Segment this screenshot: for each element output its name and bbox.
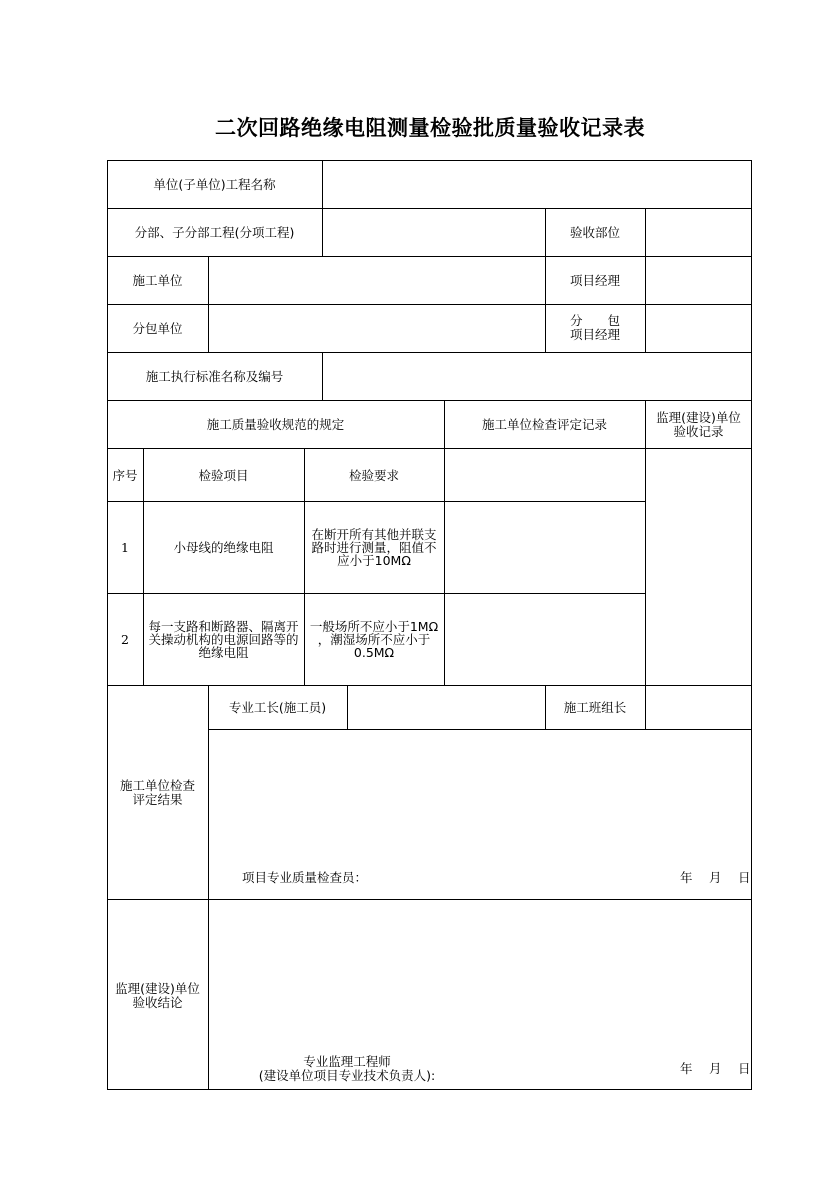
conclusion-date: 年 月 日 <box>680 1061 751 1076</box>
page-title: 二次回路绝缘电阻测量检验批质量验收记录表 <box>215 115 645 140</box>
grid-line <box>444 400 445 685</box>
grid-line <box>107 448 752 449</box>
row-item: 每一支路和断路器、隔离开 <box>148 619 299 634</box>
spec-label: 施工质量验收规范的规定 <box>206 417 345 432</box>
row-requirement: 在断开所有其他并联支 <box>311 527 437 542</box>
column-header-item: 检验项目 <box>198 468 249 483</box>
inspection-date: 年 月 日 <box>680 870 751 885</box>
project-manager-label: 项目经理 <box>569 273 620 288</box>
project-name-label: 单位(子单位)工程名称 <box>153 177 276 192</box>
acceptance-part-label: 验收部位 <box>569 225 620 240</box>
grid-line <box>645 400 646 685</box>
grid-line <box>107 899 752 900</box>
grid-line <box>107 501 645 502</box>
row-item: 关操动机构的电源回路等的 <box>148 632 299 647</box>
construction-unit-label: 施工单位 <box>132 273 183 288</box>
grid-line <box>107 400 752 401</box>
grid-line <box>208 729 752 730</box>
grid-line <box>107 685 752 686</box>
supervision-record-label: 监理(建设)单位 <box>656 410 741 425</box>
supervision-record-label: 验收记录 <box>673 424 724 439</box>
row-item: 绝缘电阻 <box>198 645 249 660</box>
subcontract-unit-label: 分包单位 <box>132 321 183 336</box>
grid-line <box>347 685 348 729</box>
row-requirement: 应小于10MΩ <box>337 553 411 568</box>
row-item: 小母线的绝缘电阻 <box>173 540 274 555</box>
grid-line <box>107 208 752 209</box>
grid-line <box>107 593 645 594</box>
conclusion-label: 监理(建设)单位 <box>115 981 200 996</box>
grid-line <box>107 352 752 353</box>
grid-line <box>208 256 209 352</box>
column-header-requirement: 检验要求 <box>348 468 399 483</box>
row-requirement: ，潮湿场所不应小于 <box>317 632 431 647</box>
subcontract-manager-label: 项目经理 <box>569 327 620 342</box>
row-requirement: 0.5MΩ <box>353 645 395 660</box>
subcontract-manager-label: 分 包 <box>569 313 620 328</box>
grid-line <box>645 685 646 729</box>
result-label: 施工单位检查 <box>119 778 195 793</box>
construction-check-label: 施工单位检查评定记录 <box>481 417 607 432</box>
team-leader-label: 施工班组长 <box>563 700 627 715</box>
inspector-label: 项目专业质量检查员： <box>242 870 368 885</box>
grid-line <box>322 160 323 256</box>
row-seq: 2 <box>121 632 129 647</box>
standard-label: 施工执行标准名称及编号 <box>145 369 284 384</box>
grid-line <box>208 685 209 1090</box>
grid-line <box>322 352 323 400</box>
grid-line <box>107 304 752 305</box>
grid-line <box>107 256 752 257</box>
subproject-label: 分部、子分部工程(分项工程) <box>134 225 295 240</box>
row-requirement: 一般场所不应小于1MΩ <box>309 619 439 634</box>
grid-line <box>645 208 646 352</box>
result-label: 评定结果 <box>132 792 183 807</box>
row-seq: 1 <box>121 540 129 555</box>
supervisor-engineer-label: (建设单位项目专业技术负责人): <box>258 1068 436 1083</box>
column-header-seq: 序号 <box>112 468 138 483</box>
supervisor-engineer-label: 专业监理工程师 <box>303 1054 391 1069</box>
conclusion-label: 验收结论 <box>132 995 183 1010</box>
foreman-label: 专业工长(施工员) <box>228 700 327 715</box>
row-requirement: 路时进行测量，阻值不 <box>311 540 437 555</box>
